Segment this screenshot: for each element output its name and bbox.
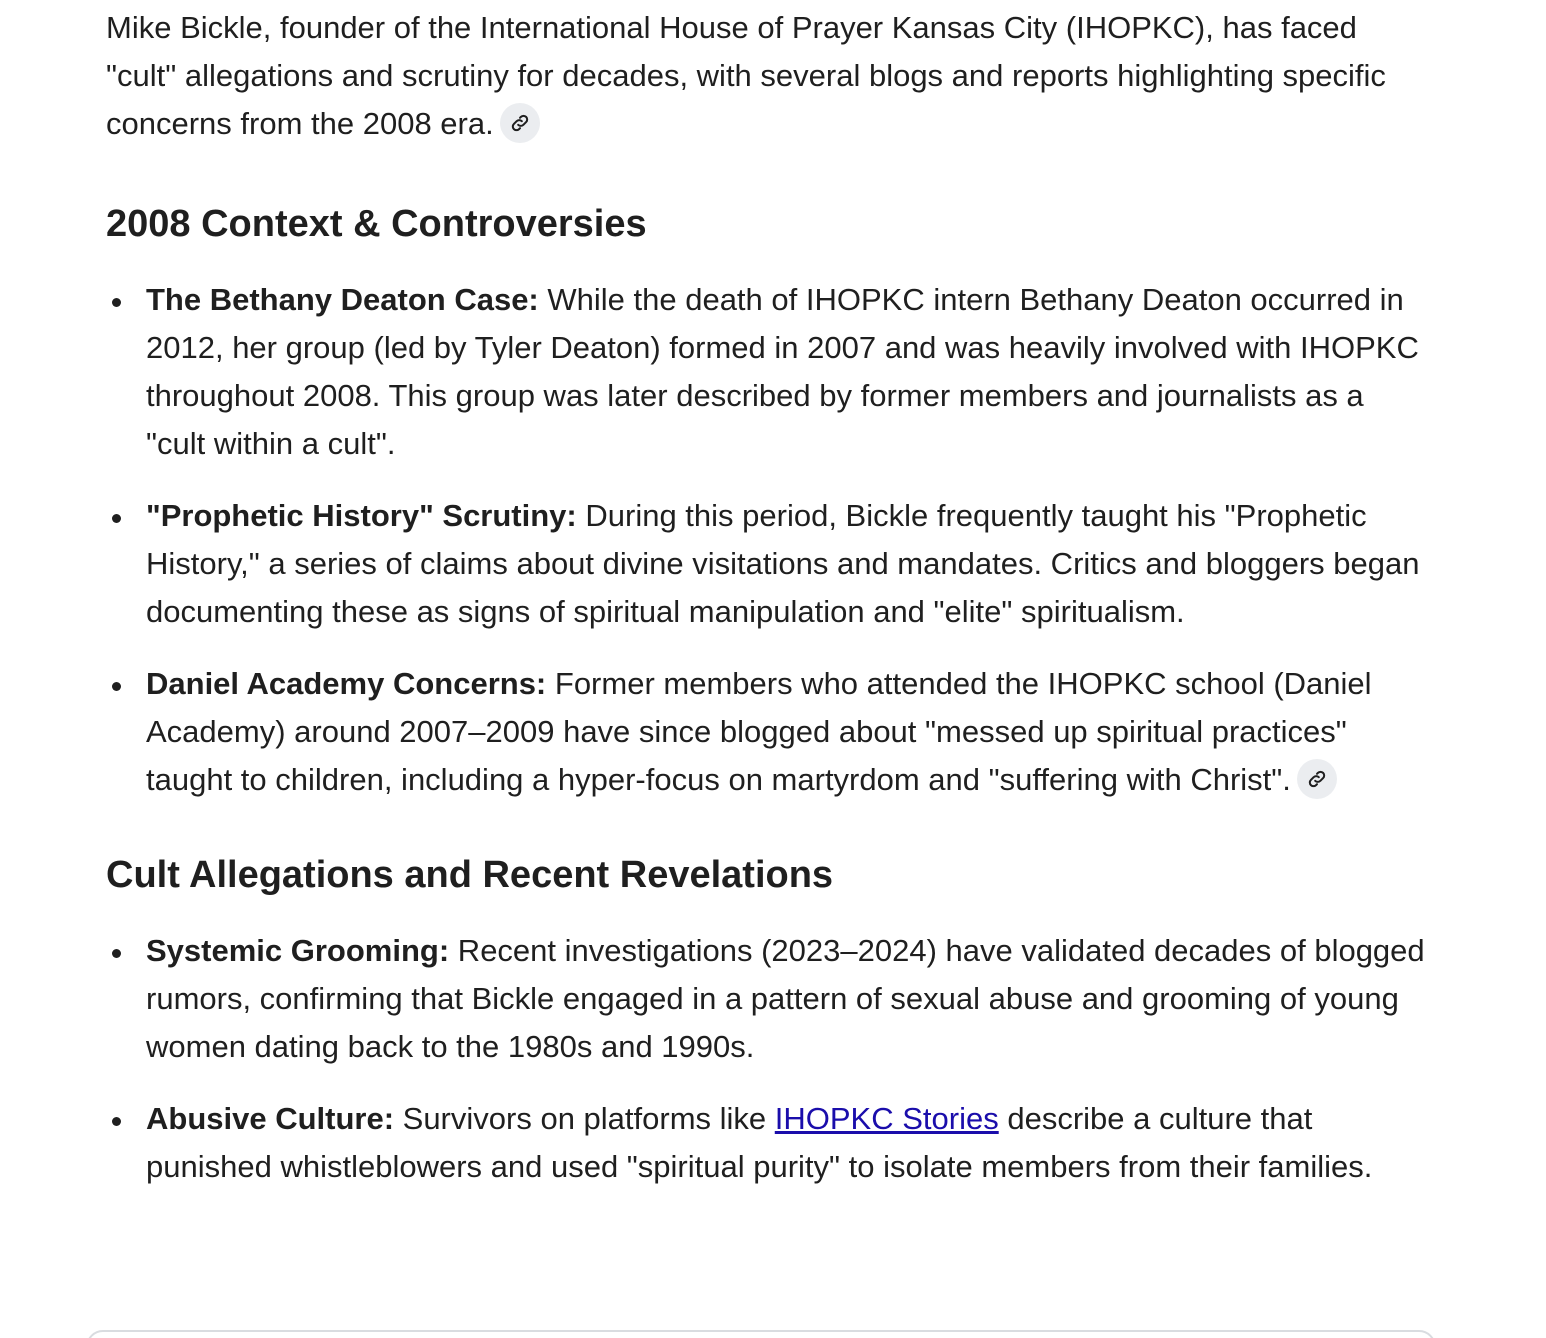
section-heading-cult: Cult Allegations and Recent Revelations	[106, 854, 834, 896]
source-link-button[interactable]	[1297, 759, 1337, 799]
ihopkc-stories-link[interactable]: IHOPKC Stories	[774, 1101, 999, 1136]
link-icon	[509, 112, 531, 134]
source-link-button[interactable]	[500, 103, 540, 143]
item-text-after: describe a culture that punished whistleblowers and used "spiritual purity" to isolate members from their families.	[146, 1101, 1373, 1184]
list-item	[106, 927, 1426, 1071]
section-heading-2008: 2008 Context & Controversies	[106, 203, 647, 245]
item-text: During this period, Bickle frequently taught his "Prophetic History," a series of claims about divine visitations and mandates. Critics and bloggers began documenting these as signs of spiritual manipulation and "elite" spiritualism.	[146, 498, 1420, 629]
item-title: The Bethany Deaton Case:	[146, 282, 539, 317]
list-item	[106, 276, 1426, 468]
link-icon	[1306, 768, 1328, 790]
list-cult	[106, 927, 1426, 1191]
response-content	[106, 4, 1426, 1215]
item-title: "Prophetic History" Scrutiny:	[146, 498, 577, 533]
list-item	[106, 660, 1426, 804]
item-title: Abusive Culture:	[146, 1101, 395, 1136]
item-text: Recent investigations (2023–2024) have validated decades of blogged rumors, confirming that Bickle engaged in a pattern of sexual abuse and grooming of young women dating back to the 1980s and 1990s.	[146, 933, 1425, 1064]
item-title: Daniel Academy Concerns:	[146, 666, 547, 701]
item-text-before: Survivors on platforms like	[394, 1101, 775, 1136]
item-text: Former members who attended the IHOPKC school (Daniel Academy) around 2007–2009 have since blogged about "messed up spiritual practices" taught to children, including a hyper-focus on martyrdom and "suffering with Christ".	[146, 666, 1372, 797]
item-text: While the death of IHOPKC intern Bethany Deaton occurred in 2012, her group (led by Tyler Deaton) formed in 2007 and was heavily involved with IHOPKC throughout 2008. This group was later described by former members and journalists as a "cult within a cult".	[146, 282, 1419, 461]
chat-input-bar[interactable]	[86, 1330, 1436, 1338]
list-item	[106, 492, 1426, 636]
intro-paragraph	[106, 4, 1426, 148]
list-2008	[106, 276, 1426, 804]
intro-text: Mike Bickle, founder of the International House of Prayer Kansas City (IHOPKC), has faced "cult" allegations and scrutiny for decades, with several blogs and reports highlighting specific concerns from the 2008 era.	[106, 10, 1386, 141]
item-title: Systemic Grooming:	[146, 933, 450, 968]
list-item	[106, 1095, 1426, 1191]
